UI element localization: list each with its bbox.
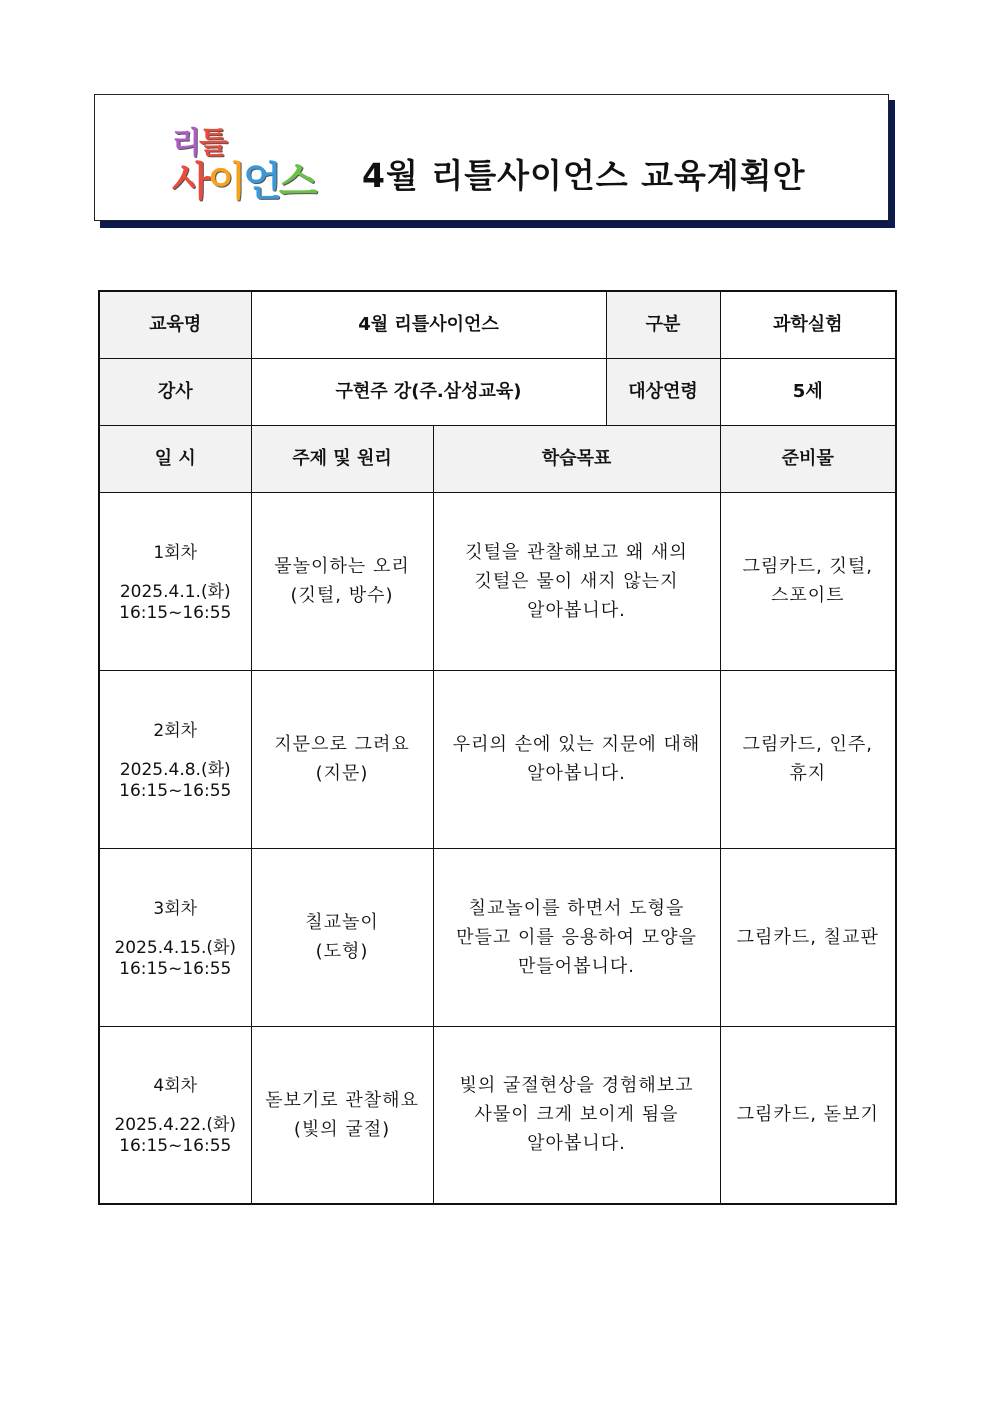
- info-row-instructor: [99, 358, 896, 425]
- session-date-cell: [99, 1026, 251, 1204]
- session-date-cell: [99, 848, 251, 1026]
- goal-line: 사물이 크게 보이게 됨을: [474, 1104, 679, 1126]
- instructor-label: 강사: [99, 358, 251, 425]
- session-topic-cell: [251, 848, 433, 1026]
- col-header-goal: 학습목표: [433, 425, 720, 492]
- materials-line: 휴지: [789, 763, 827, 784]
- session-row: [99, 492, 896, 670]
- goal-line: 알아봅니다.: [527, 1133, 626, 1155]
- goal-line: 빛의 굴절현상을 경험해보고: [459, 1075, 694, 1097]
- session-time: 16:15~16:55: [119, 602, 232, 623]
- session-goal-cell: [433, 1026, 720, 1204]
- course-label: 교육명: [99, 291, 251, 358]
- goal-line: 깃털은 물이 새지 않는지: [474, 570, 679, 592]
- topic-line: (빛의 굴절): [293, 1118, 391, 1140]
- session-date-cell: [99, 492, 251, 670]
- course-value: 4월 리틀사이언스: [251, 291, 606, 358]
- session-number: 3회차: [153, 898, 198, 919]
- session-number: 1회차: [153, 542, 198, 563]
- age-value: 5세: [720, 358, 896, 425]
- logo-letter: 이: [207, 159, 244, 205]
- logo-letter: 언: [243, 159, 279, 205]
- little-science-logo: [172, 118, 337, 205]
- session-row: [99, 848, 896, 1026]
- session-topic-cell: [251, 1026, 433, 1204]
- materials-line: 그림카드, 칠교판: [736, 926, 879, 948]
- info-row-course: [99, 291, 896, 358]
- logo-letter: 리: [172, 126, 199, 161]
- logo-letter: 스: [278, 159, 315, 205]
- session-time: 16:15~16:55: [119, 1136, 232, 1157]
- logo-letter: 틀: [198, 126, 226, 161]
- session-date: 2025.4.8.(화): [119, 759, 231, 780]
- topic-line: (지문): [315, 763, 369, 784]
- col-header-materials: 준비물: [720, 425, 896, 492]
- session-materials-cell: [720, 1026, 896, 1204]
- materials-line: 그림카드, 인주,: [742, 734, 874, 755]
- instructor-value: 구현주 강(주.삼성교육): [251, 358, 606, 425]
- session-row: [99, 670, 896, 848]
- title-box-shadow-right: [889, 100, 895, 228]
- topic-line: 돋보기로 관찰해요: [265, 1089, 419, 1111]
- topic-line: 물놀이하는 오리: [274, 556, 410, 577]
- session-number: 4회차: [153, 1076, 198, 1097]
- goal-line: 알아봅니다.: [527, 763, 626, 784]
- col-header-topic: 주제 및 원리: [251, 425, 433, 492]
- topic-line: 칠교놀이: [305, 912, 379, 933]
- goal-line: 깃털을 관찰해보고 왜 새의: [465, 541, 688, 563]
- title-box-shadow-bottom: [100, 221, 895, 228]
- session-materials-cell: [720, 492, 896, 670]
- session-materials-cell: [720, 848, 896, 1026]
- goal-line: 칠교놀이를 하면서 도형을: [468, 897, 685, 919]
- topic-line: (깃털, 방수): [290, 585, 394, 606]
- goal-line: 만들어봅니다.: [517, 955, 636, 977]
- session-date: 2025.4.1.(화): [119, 581, 231, 602]
- materials-line: 그림카드, 깃털,: [742, 556, 874, 577]
- materials-line: 그림카드, 돋보기: [736, 1104, 879, 1126]
- session-date: 2025.4.15.(화): [114, 937, 237, 958]
- logo-letter: 사: [172, 159, 208, 205]
- materials-line: 스포이트: [770, 585, 845, 606]
- session-goal-cell: [433, 670, 720, 848]
- topic-line: 지문으로 그려요: [274, 734, 410, 755]
- goal-line: 만들고 이를 응용하여 모양을: [456, 926, 697, 948]
- category-label: 구분: [606, 291, 720, 358]
- session-row: [99, 1026, 896, 1204]
- session-topic-cell: [251, 492, 433, 670]
- session-time: 16:15~16:55: [119, 958, 232, 979]
- session-materials-cell: [720, 670, 896, 848]
- session-goal-cell: [433, 848, 720, 1026]
- category-value: 과학실험: [720, 291, 896, 358]
- session-number: 2회차: [153, 720, 198, 741]
- column-header-row: [99, 425, 896, 492]
- education-plan-table: [98, 290, 897, 1205]
- session-date: 2025.4.22.(화): [114, 1115, 237, 1136]
- session-topic-cell: [251, 670, 433, 848]
- goal-line: 우리의 손에 있는 지문에 대해: [452, 734, 701, 755]
- session-goal-cell: [433, 492, 720, 670]
- col-header-date: 일 시: [99, 425, 251, 492]
- topic-line: (도형): [315, 941, 369, 962]
- logo-bottom-text: [172, 150, 315, 207]
- session-time: 16:15~16:55: [119, 780, 232, 801]
- age-label: 대상연령: [606, 358, 720, 425]
- page-title: 4월 리틀사이언스 교육계획안: [362, 156, 806, 195]
- goal-line: 알아봅니다.: [527, 599, 626, 621]
- session-date-cell: [99, 670, 251, 848]
